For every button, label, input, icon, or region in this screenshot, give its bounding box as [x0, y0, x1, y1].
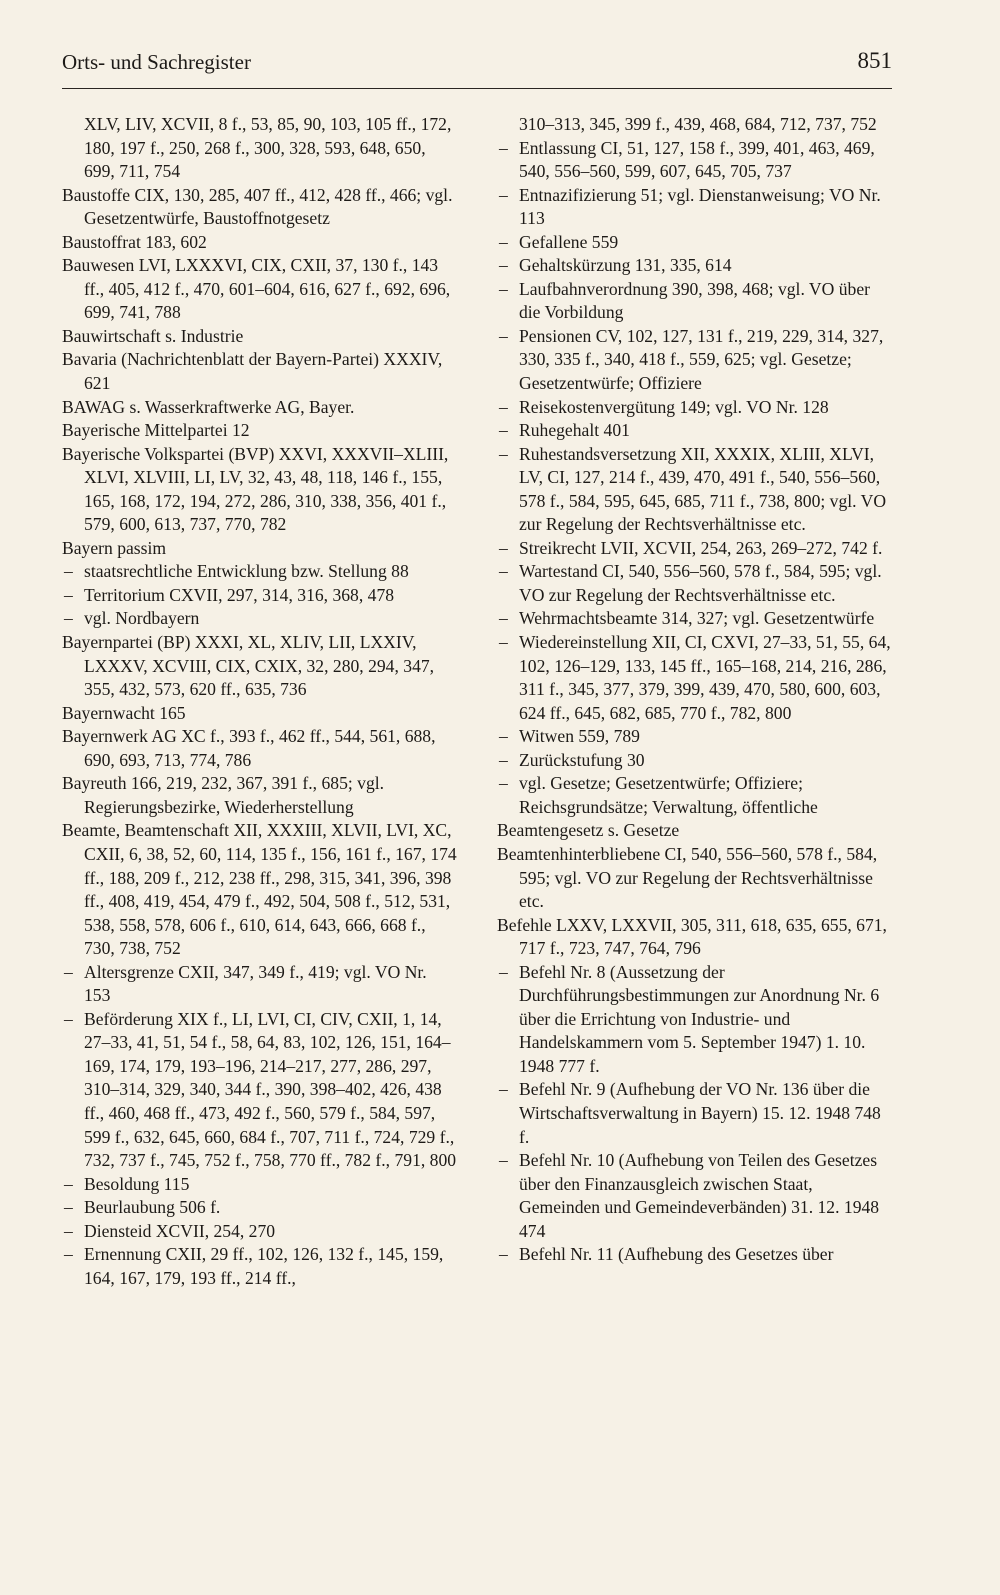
right-column — [497, 113, 895, 1267]
index-entry: Bayerische Mittelpartei 12 — [62, 420, 250, 441]
index-entry: Bayernwacht 165 — [62, 702, 186, 723]
index-subentry: – Befehl Nr. 9 (Aufhebung der VO Nr. 136 über die Wirtschaftsverwaltung in Bayern) 15. 12. 1948 748 f. — [497, 1078, 895, 1149]
index-subentry: – Besoldung 115 — [62, 1173, 457, 1197]
index-subentry: – Gehaltskürzung 131, 335, 614 — [497, 254, 895, 278]
index-entry: Bayerische Volkspartei (BVP) XXVI, XXXVII–XLIII, XLVI, XLVIII, LI, LV, 32, 43, 48, 118, 146 f., 155, 165, 168, 172, 194, 272, 286, 310, 338, 356, 401 f., 579, 600, 613, 737, 770, 782 — [62, 443, 449, 535]
index-subentry: – staatsrechtliche Entwicklung bzw. Stellung 88 — [62, 560, 457, 584]
index-subentry: – Diensteid XCVII, 254, 270 — [62, 1220, 457, 1244]
index-subentry: – Altersgrenze CXII, 347, 349 f., 419; vgl. VO Nr. 153 — [62, 961, 457, 1008]
running-header — [62, 48, 892, 89]
left-column — [62, 113, 457, 1290]
index-entry: Beamtengesetz s. Gesetze — [497, 820, 680, 841]
index-subentry: – Ernennung CXII, 29 ff., 102, 126, 132 f., 145, 159, 164, 167, 179, 193 ff., 214 ff., — [62, 1243, 457, 1290]
index-subentry: – Ruhestandsversetzung XII, XXXIX, XLIII, XLVI, LV, CI, 127, 214 f., 439, 470, 491 f., 540, 556–560, 578 f., 584, 595, 645, 685, 711 f., 738, 800; vgl. VO zur Regelung der Rechtsverhältnisse etc. — [497, 443, 895, 537]
index-subentry: – vgl. Nordbayern — [62, 607, 457, 631]
index-subentry: – Laufbahnverordnung 390, 398, 468; vgl. VO über die Vorbildung — [497, 278, 895, 325]
index-entry: Befehle LXXV, LXXVII, 305, 311, 618, 635, 655, 671, 717 f., 723, 747, 764, 796 — [497, 914, 887, 959]
index-subentry: – vgl. Gesetze; Gesetzentwürfe; Offiziere; Reichsgrundsätze; Verwaltung, öffentliche — [497, 772, 895, 819]
index-entry: Bavaria (Nachrichtenblatt der Bayern-Partei) XXXIV, 621 — [62, 349, 443, 394]
running-title: Orts- und Sachregister — [62, 50, 251, 74]
index-entry: Bayreuth 166, 219, 232, 367, 391 f., 685; vgl. Regierungsbezirke, Wiederherstellung — [62, 773, 385, 817]
index-subentry: – Territorium CXVII, 297, 314, 316, 368, 478 — [62, 584, 457, 608]
index-subentry: – Witwen 559, 789 — [497, 725, 895, 749]
index-subentry: – Beurlaubung 506 f. — [62, 1196, 457, 1220]
index-subentry: – Ruhegehalt 401 — [497, 419, 895, 443]
index-subentry: – Entlassung CI, 51, 127, 158 f., 399, 401, 463, 469, 540, 556–560, 599, 607, 645, 705, 737 — [497, 137, 895, 184]
index-subentry: – Pensionen CV, 102, 127, 131 f., 219, 229, 314, 327, 330, 335 f., 340, 418 f., 559, 625; vgl. Gesetze; Gesetzentwürfe; Offiziere — [497, 325, 895, 396]
index-entry: Beamtenhinterbliebene CI, 540, 556–560, 578 f., 584, 595; vgl. VO zur Regelung der Rechtsverhältnisse etc. — [497, 843, 878, 912]
index-entry: Bauwesen LVI, LXXXVI, CIX, CXII, 37, 130 f., 143 ff., 405, 412 f., 470, 601–604, 616, 627 f., 692, 696, 699, 741, 788 — [62, 255, 451, 323]
index-entry: BAWAG s. Wasserkraftwerke AG, Bayer. — [62, 396, 355, 417]
index-subentry: – Wehrmachtsbeamte 314, 327; vgl. Gesetzentwürfe — [497, 607, 895, 631]
index-subentry: – Beförderung XIX f., LI, LVI, CI, CIV, CXII, 1, 14, 27–33, 41, 51, 54 f., 58, 64, 83, 102, 126, 151, 164–169, 174, 179, 193–196, 214–217, 277, 286, 297, 310–314, 329, 340, 344 f., 390, 398–402, 426, 438 ff., 460, 468 ff., 473, 492 f., 560, 579 f., 584, 597, 599 f., 632, 645, 660, 684 f., 707, 711 f., 724, 729 f., 732, 737 f., 745, 752 f., 758, 770 ff., 782 f., 791, 800 — [62, 1008, 457, 1173]
index-entry: Beamte, Beamtenschaft XII, XXXIII, XLVII, LVI, XC, CXII, 6, 38, 52, 60, 114, 135 f., 156, 161 f., 167, 174 ff., 188, 209 f., 212, 238 ff., 298, 315, 341, 396, 398 ff., 408, 419, 454, 479 f., 492, 504, 508 f., 512, 531, 538, 558, 578, 606 f., 610, 614, 643, 666, 668 f., 730, 738, 752 — [62, 820, 457, 959]
index-entry: Baustoffe CIX, 130, 285, 407 ff., 412, 428 ff., 466; vgl. Gesetzentwürfe, Baustoffnotgesetz — [62, 184, 453, 229]
index-continuation: XLV, LIV, XCVII, 8 f., 53, 85, 90, 103, 105 ff., 172, 180, 197 f., 250, 268 f., 300, 328, 593, 648, 650, 699, 711, 754 — [84, 114, 452, 182]
index-continuation: 310–313, 345, 399 f., 439, 468, 684, 712, 737, 752 — [519, 114, 877, 134]
index-subentry: – Gefallene 559 — [497, 231, 895, 255]
index-subentry: – Wartestand CI, 540, 556–560, 578 f., 584, 595; vgl. VO zur Regelung der Rechtsverhältnisse etc. — [497, 560, 895, 607]
index-subentry: – Wiedereinstellung XII, CI, CXVI, 27–33, 51, 55, 64, 102, 126–129, 133, 145 ff., 165–168, 214, 216, 286, 311 f., 345, 377, 379, 399, 439, 470, 580, 600, 603, 624 ff., 645, 682, 685, 770 f., 782, 800 — [497, 631, 895, 725]
index-entry: Baustoffrat 183, 602 — [62, 231, 207, 252]
index-subentry: – Reisekostenvergütung 149; vgl. VO Nr. 128 — [497, 396, 895, 420]
index-subentry: – Entnazifizierung 51; vgl. Dienstanweisung; VO Nr. 113 — [497, 184, 895, 231]
index-subentry: – Zurückstufung 30 — [497, 749, 895, 773]
index-subentry: – Befehl Nr. 11 (Aufhebung des Gesetzes über — [497, 1243, 895, 1267]
index-entry: Bauwirtschaft s. Industrie — [62, 325, 244, 346]
index-subentry: – Streikrecht LVII, XCVII, 254, 263, 269–272, 742 f. — [497, 537, 895, 561]
index-entry: Bayernwerk AG XC f., 393 f., 462 ff., 544, 561, 688, 690, 693, 713, 774, 786 — [62, 726, 436, 770]
index-subentry: – Befehl Nr. 8 (Aussetzung der Durchführungsbestimmungen zur Anordnung Nr. 6 über die Errichtung von Industrie- und Handelskammern vom 5. September 1947) 1. 10. 1948 777 f. — [497, 961, 895, 1079]
index-entry: Bayernpartei (BP) XXXI, XL, XLIV, LII, LXXIV, LXXXV, XCVIII, CIX, CXIX, 32, 280, 294, 347, 355, 432, 573, 620 ff., 635, 736 — [62, 632, 435, 700]
index-subentry: – Befehl Nr. 10 (Aufhebung von Teilen des Gesetzes über den Finanzausgleich zwischen Staat, Gemeinden und Gemeindeverbänden) 31. 12. 1948 474 — [497, 1149, 895, 1243]
page-number: 851 — [857, 48, 892, 73]
index-entry: Bayern passim — [62, 537, 167, 558]
